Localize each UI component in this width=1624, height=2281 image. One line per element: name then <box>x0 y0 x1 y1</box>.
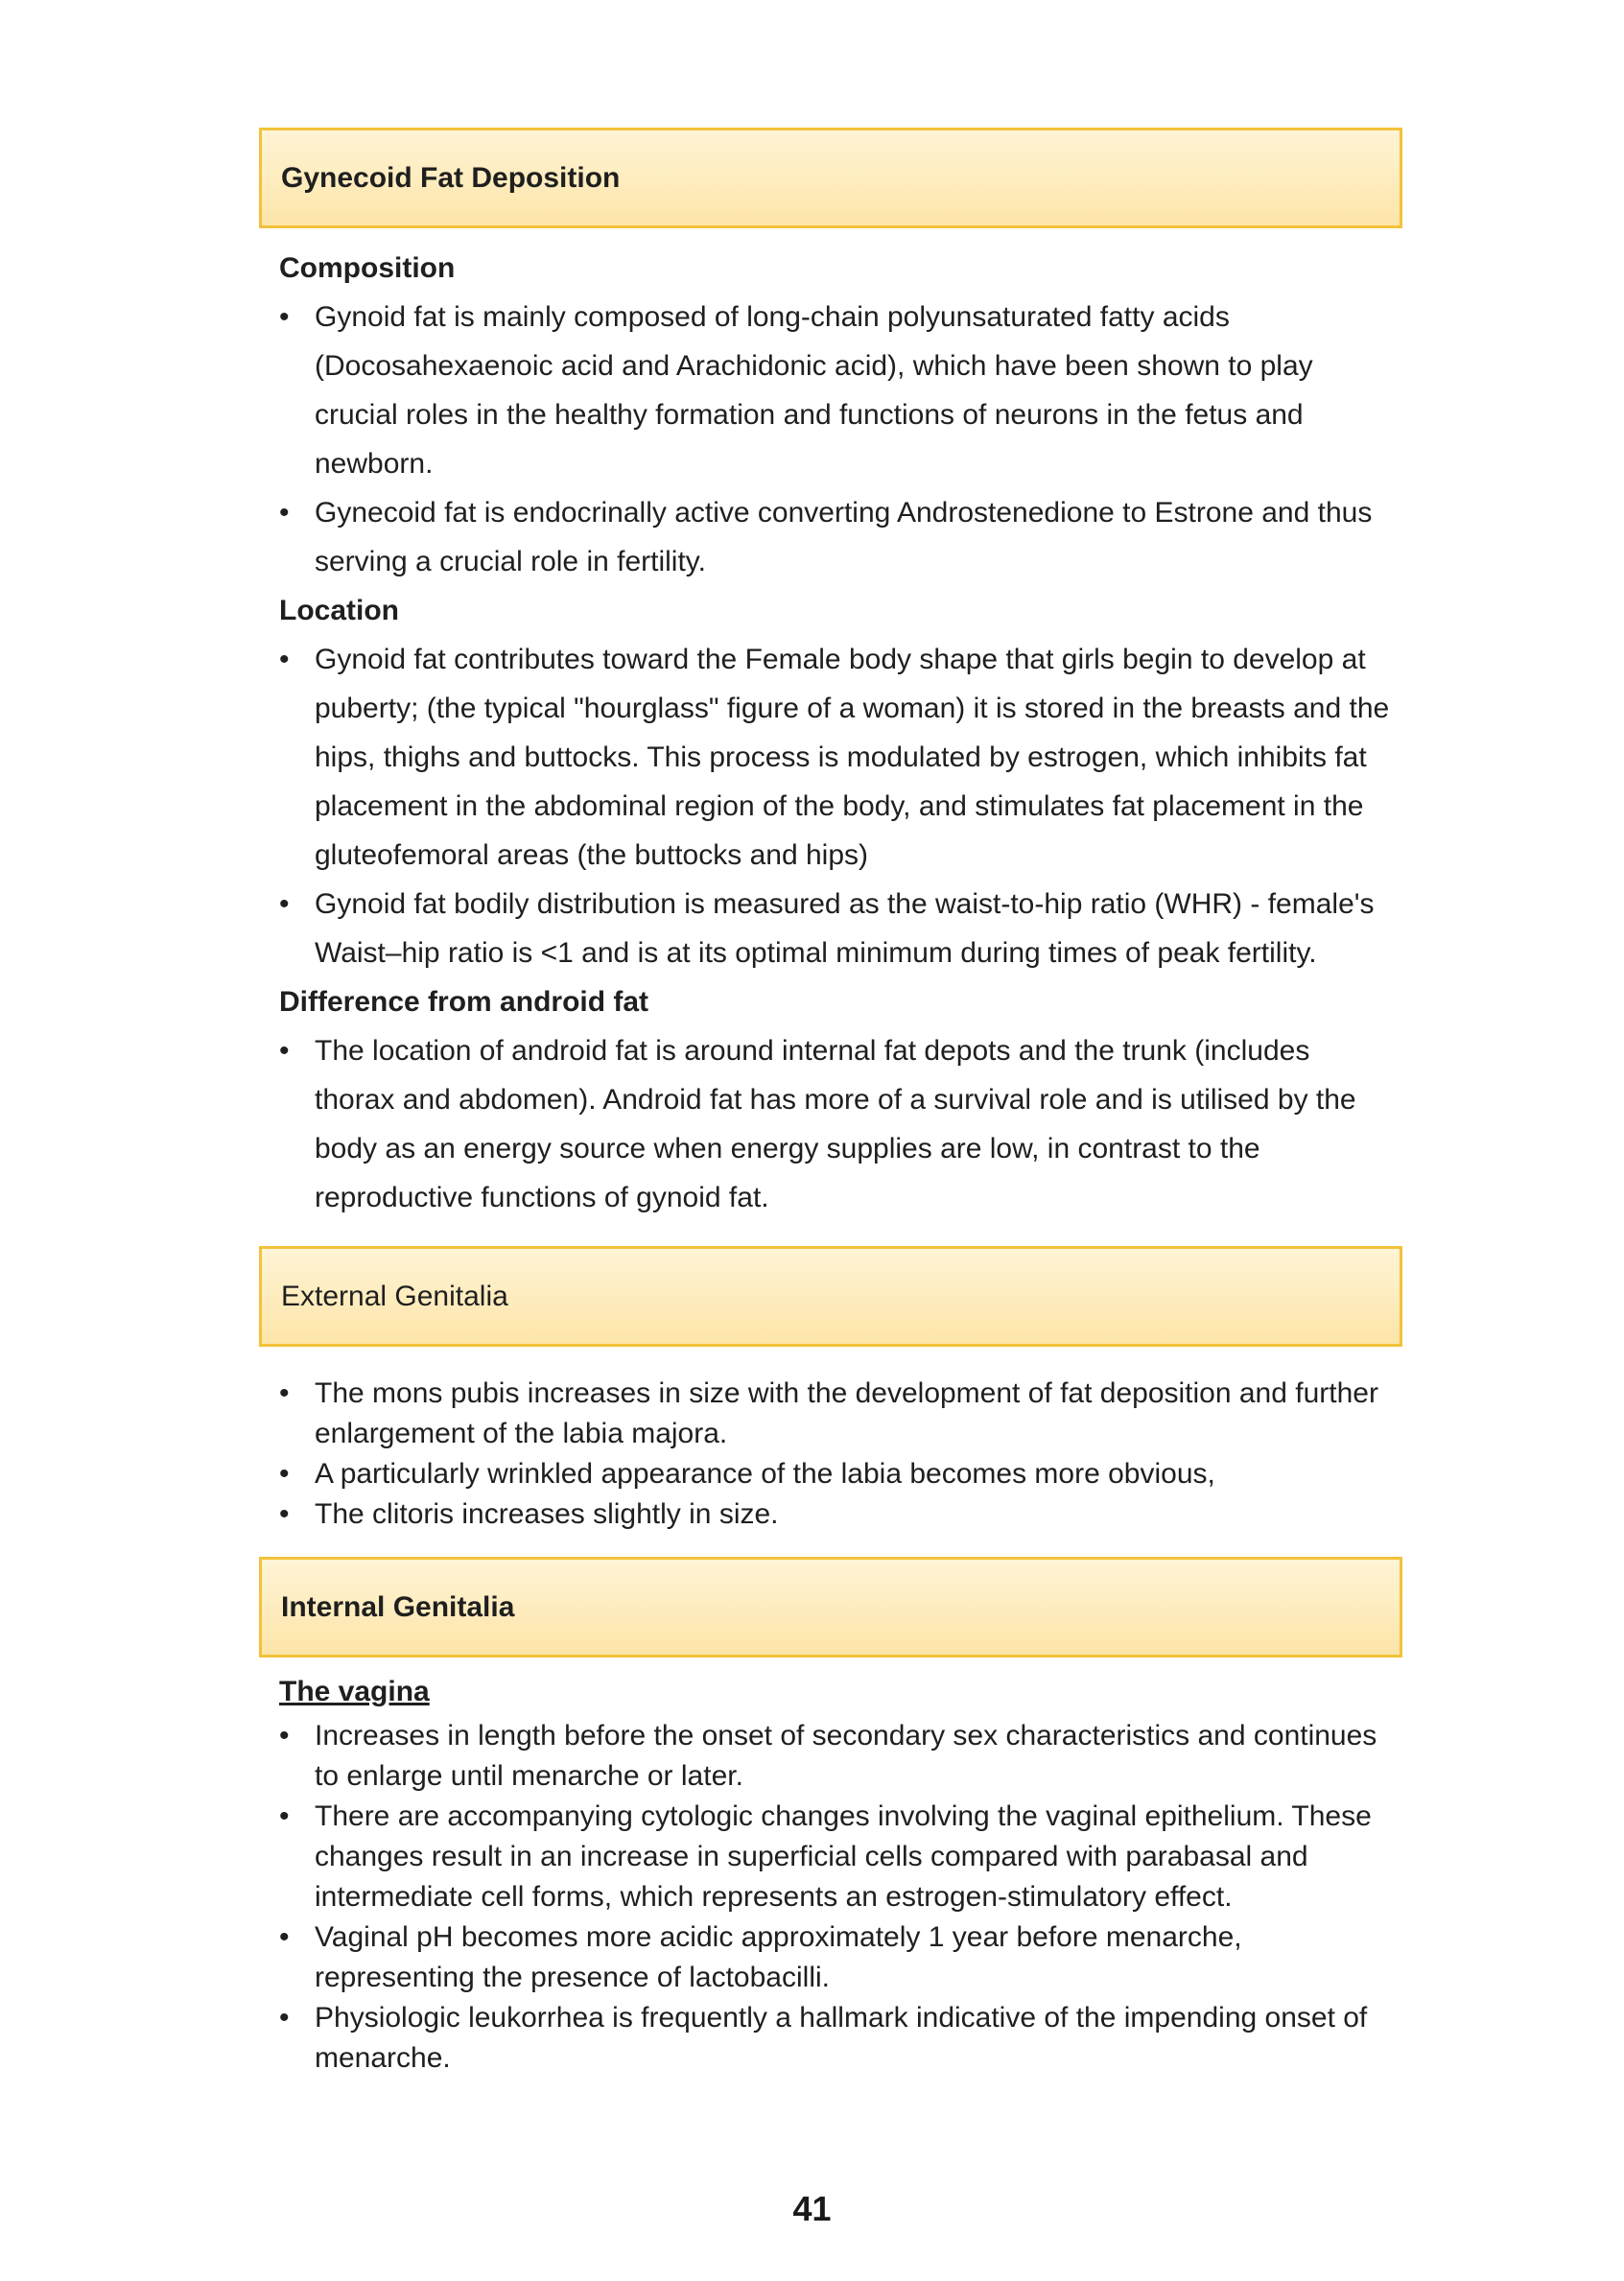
bullet-icon: • <box>279 888 290 920</box>
bullet-icon: • <box>279 1921 290 1953</box>
section-title: External Genitalia <box>281 1280 508 1312</box>
sub-heading-difference: Difference from android fat <box>279 986 649 1018</box>
list-item: • Physiologic leukorrhea is frequently a hallmark indicative of the impending onset of menarche. <box>259 1998 1402 2079</box>
list-item: • There are accompanying cytologic changes involving the vaginal epithelium. These changes result in an increase in superficial cells compared with parabasal and intermediate cell forms, which represents an estrogen-stimulatory effect. <box>259 1797 1402 1917</box>
list-item: • Gynecoid fat is endocrinally active converting Androstenedione to Estrone and thus serving a crucial role in fertility. <box>259 488 1402 586</box>
list-item: • Gynoid fat is mainly composed of long-chain polyunsaturated fatty acids (Docosahexaenoic acid and Arachidonic acid), which have been shown to play crucial roles in the healthy formation and functions of neurons in the fetus and newborn. <box>259 293 1402 488</box>
bullet-icon: • <box>279 1720 290 1752</box>
bullet-icon: • <box>279 1498 290 1530</box>
section-title: Gynecoid Fat Deposition <box>281 161 621 194</box>
list-item: • Vaginal pH becomes more acidic approximately 1 year before menarche, representing the presence of lactobacilli. <box>259 1917 1402 1998</box>
page-content <box>259 128 1402 2079</box>
section-title: Internal Genitalia <box>281 1590 515 1623</box>
sub-heading-vagina: The vagina <box>279 1676 430 1707</box>
sub-heading-composition: Composition <box>279 252 456 284</box>
list-item: • Increases in length before the onset of secondary sex characteristics and continues to enlarge until menarche or later. <box>259 1716 1402 1797</box>
section-header-internal <box>259 1557 1402 1658</box>
page-number: 41 <box>792 2189 832 2228</box>
list-item: • A particularly wrinkled appearance of the labia becomes more obvious, <box>259 1454 1402 1494</box>
bullet-icon: • <box>279 2002 290 2034</box>
section-body-external <box>259 1374 1402 1535</box>
difference-list <box>259 1026 1402 1222</box>
list-item: • The location of android fat is around internal fat depots and the trunk (includes thorax and abdomen). Android fat has more of a survival role and is utilised by the body as an energy source when energy supplies are low, in contrast to the reproductive functions of gynoid fat. <box>259 1026 1402 1222</box>
bullet-icon: • <box>279 301 290 333</box>
external-list <box>259 1374 1402 1535</box>
section-body-gynecoid <box>259 244 1402 1222</box>
section-header-gynecoid <box>259 128 1402 228</box>
sub-heading-location: Location <box>279 595 399 626</box>
list-item: • The mons pubis increases in size with the development of fat deposition and further enlargement of the labia majora. <box>259 1374 1402 1454</box>
bullet-icon: • <box>279 497 290 529</box>
bullet-icon: • <box>279 1800 290 1832</box>
list-item: • The clitoris increases slightly in size. <box>259 1494 1402 1535</box>
vagina-list <box>259 1716 1402 2079</box>
section-header-external <box>259 1246 1402 1347</box>
list-item: • Gynoid fat bodily distribution is measured as the waist-to-hip ratio (WHR) - female's Waist–hip ratio is <1 and is at its optimal minimum during times of peak fertility. <box>259 880 1402 977</box>
composition-list <box>259 293 1402 586</box>
section-body-internal <box>259 1667 1402 2079</box>
bullet-icon: • <box>279 644 290 675</box>
list-item: • Gynoid fat contributes toward the Female body shape that girls begin to develop at puberty; (the typical "hourglass" figure of a woman) it is stored in the breasts and the hips, thighs and buttocks. This process is modulated by estrogen, which inhibits fat placement in the abdominal region of the body, and stimulates fat placement in the gluteofemoral areas (the buttocks and hips) <box>259 635 1402 880</box>
location-list <box>259 635 1402 977</box>
bullet-icon: • <box>279 1377 290 1409</box>
bullet-icon: • <box>279 1458 290 1490</box>
bullet-icon: • <box>279 1035 290 1067</box>
